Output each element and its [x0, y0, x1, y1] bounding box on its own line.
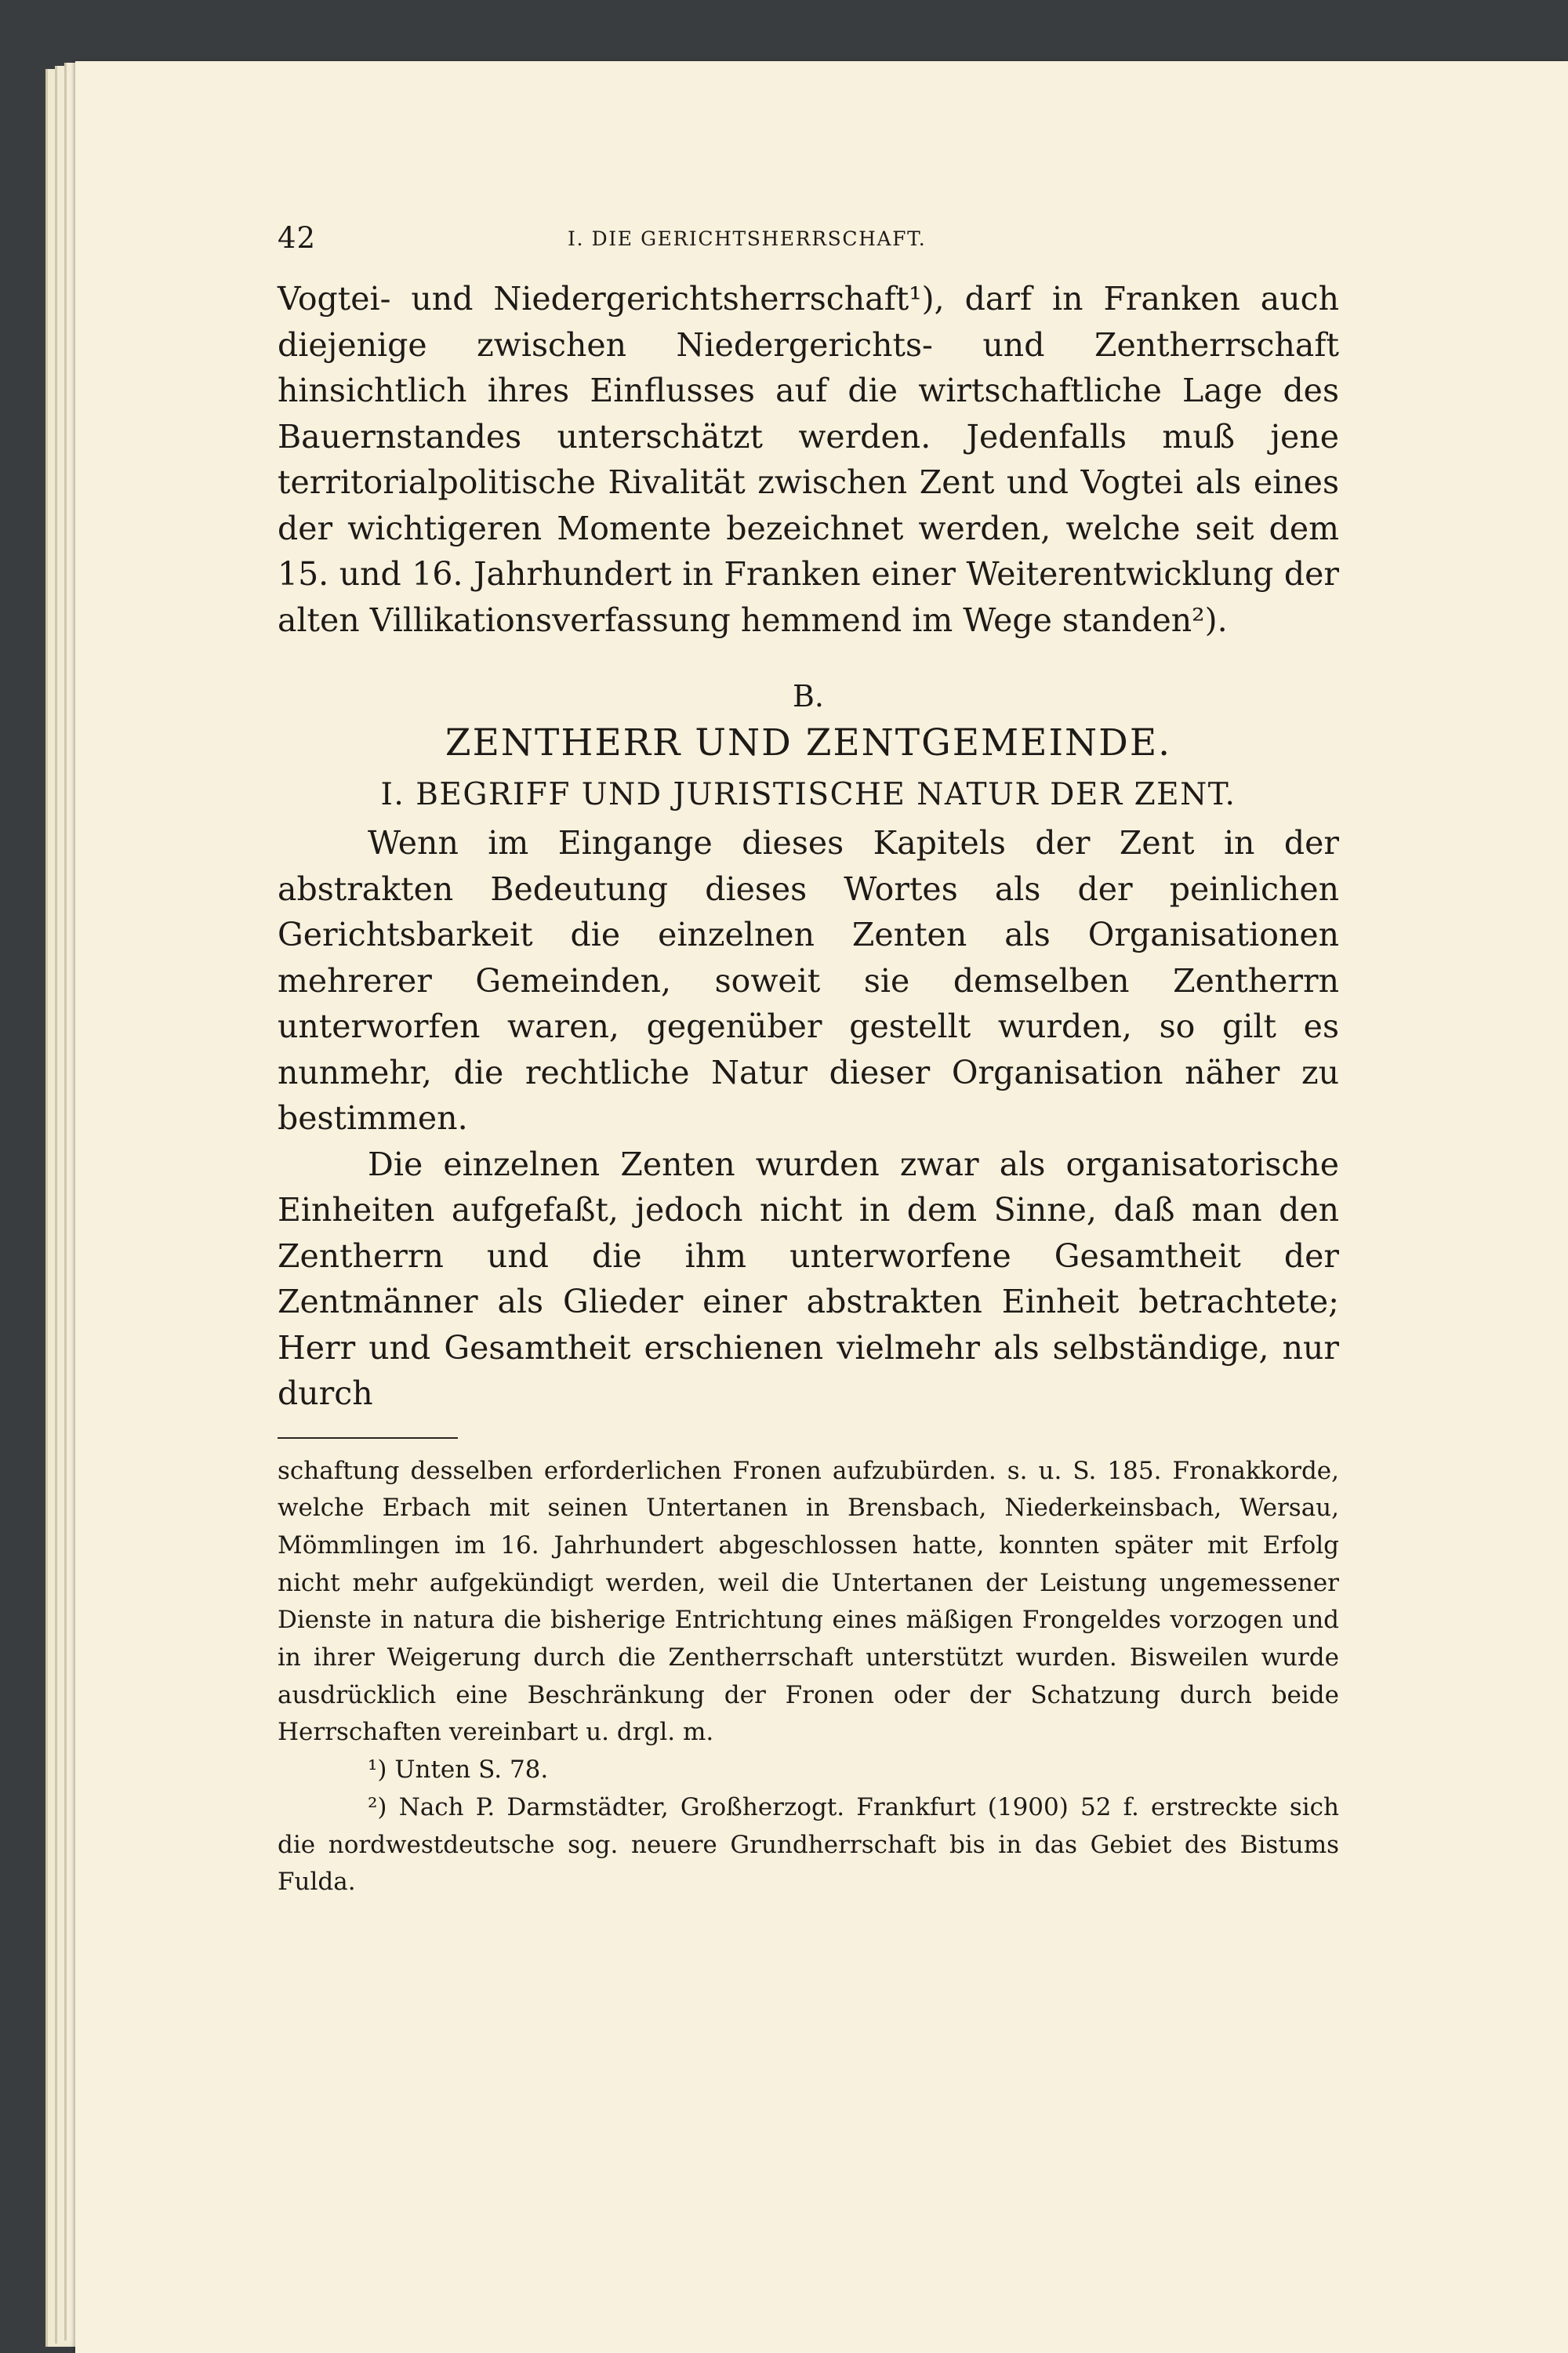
running-head: I. DIE GERICHTSHERRSCHAFT.	[568, 227, 927, 250]
footnote-text: Nach P. Darmstädter, Großherzogt. Frankfurt (1900) 52 f. erstreckte sich die nordwestdeutsche sog. neuere Grundherrschaft bis in das Gebiet des Bistums Fulda.	[278, 1792, 1339, 1897]
page-number: 42	[278, 221, 317, 255]
footnote-text: Unten S. 78.	[387, 1756, 549, 1785]
page-header	[278, 221, 1339, 276]
body-paragraph: Die einzelnen Zenten wurden zwar als organisatorische Einheiten aufgefaßt, jedoch nicht in dem Sinne, daß man den Zentherrn und die ihm unterworfene Gesamtheit der Zentmänner als Glieder einer abstrakten Einheit betrachtete; Herr und Gesamtheit erschienen vielmehr als selbständige, nur durch	[278, 1145, 1339, 1412]
footnote-1	[278, 1752, 1339, 1789]
footnote-rule	[278, 1437, 458, 1439]
page-content	[278, 221, 1339, 1901]
footnote-mark: ¹)	[368, 1756, 387, 1785]
footnote-continued: schaftung desselben erforderlichen Fronen aufzubürden. s. u. S. 185. Fronakkorde, welche Erbach mit seinen Untertanen in Brensbach, Niederkeinsbach, Wersau, Mömmlingen im 16. Jahrhundert abgeschlossen hatte, konnten später mit Erfolg nicht mehr aufgekündigt werden, weil die Untertanen der Leistung ungemessener Dienste in natura die bisherige Entrichtung eines mäßigen Frongeldes vorzogen und in ihrer Weigerung durch die Zentherrschaft unterstützt wurden. Bisweilen wurde ausdrücklich eine Beschränkung der Fronen oder der Schatzung durch beide Herrschaften vereinbart u. drgl. m.	[278, 1456, 1339, 1747]
footnote-mark: ²)	[368, 1792, 387, 1821]
footnote-2	[278, 1789, 1339, 1901]
body-paragraph: Wenn im Eingange dieses Kapitels der Zent in der abstrakten Bedeutung dieses Wortes als der peinlichen Gerichtsbarkeit die einzelnen Zenten als Organisationen mehrerer Gemeinden, soweit sie demselben Zentherrn unterworfen waren, gegenüber gestellt wurden, so gilt es nunmehr, die rechtliche Natur dieser Organisation näher zu bestimmen.	[278, 824, 1339, 1137]
body-paragraph: Vogtei- und Niedergerichtsherrschaft¹), darf in Franken auch diejenige zwischen Niedergerichts- und Zentherrschaft hinsichtlich ihres Einflusses auf die wirtschaftliche Lage des Bauernstandes unterschätzt werden. Jedenfalls muß jene territorialpolitische Rivalität zwischen Zent und Vogtei als eines der wichtigeren Momente bezeichnet werden, welche seit dem 15. und 16. Jahrhundert in Franken einer Weiterentwicklung der alten Villikationsverfassung hemmend im Wege standen²).	[278, 280, 1339, 639]
section-subheading: I. BEGRIFF UND JURISTISCHE NATUR DER ZENT.	[380, 777, 1236, 812]
section-letter: B.	[792, 679, 824, 714]
chapter-title: ZENTHERR UND ZENTGEMEINDE.	[445, 721, 1172, 764]
